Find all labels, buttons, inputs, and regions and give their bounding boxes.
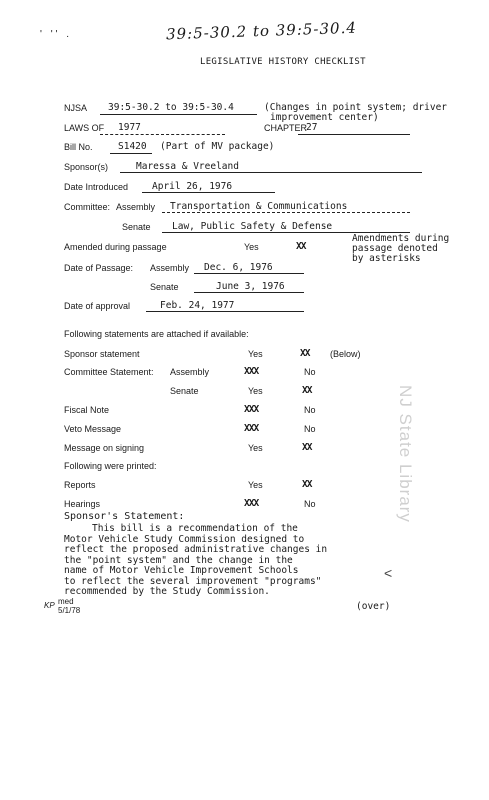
committee-statement-assembly: Assembly <box>170 367 210 377</box>
veto-message-no: No <box>304 424 316 434</box>
passage-assembly-value: Dec. 6, 1976 <box>204 262 273 273</box>
njsa-note-1: (Changes in point system; driver <box>264 102 448 113</box>
committee-statement-assembly-yes: XXX <box>244 366 259 377</box>
committee-statement-label: Committee Statement: <box>64 367 154 377</box>
amended-note-3: by asterisks <box>352 253 421 264</box>
message-signing-label: Message on signing <box>64 443 145 453</box>
passage-senate-underline <box>194 292 304 293</box>
chapter-label: CHAPTER <box>264 123 308 133</box>
hearings-yes: XXX <box>244 498 259 509</box>
passage-senate-label: Senate <box>150 282 179 292</box>
committee-senate-label: Senate <box>122 222 151 232</box>
printed-heading: Following were printed: <box>64 461 157 471</box>
bill-value: S1420 <box>118 141 147 152</box>
veto-message-yes: XXX <box>244 423 259 434</box>
footer-med: med <box>58 597 74 606</box>
date-introduced-label: Date Introduced <box>64 182 129 192</box>
committee-label: Committee: <box>64 202 111 212</box>
amended-yes: Yes <box>244 242 259 252</box>
fiscal-note-no: No <box>304 405 316 415</box>
fiscal-note-yes: XXX <box>244 404 259 415</box>
committee-statement-senate: Senate <box>170 386 199 396</box>
njsa-value: 39:5-30.2 to 39:5-30.4 <box>108 102 234 113</box>
sponsors-value: Maressa & Vreeland <box>136 161 239 172</box>
sponsors-underline <box>120 172 422 173</box>
sponsor-statement-line: This bill is a recommendation of the <box>92 523 298 534</box>
footer-initials: KP <box>44 601 55 610</box>
date-introduced-value: April 26, 1976 <box>152 181 233 192</box>
chapter-underline <box>298 134 410 135</box>
document-heading: LEGISLATIVE HISTORY CHECKLIST <box>200 57 366 67</box>
passage-assembly-label: Assembly <box>150 263 190 273</box>
passage-assembly-underline <box>194 273 304 274</box>
committee-assembly-value: Transportation & Communications <box>170 201 348 212</box>
committee-statement-assembly-no: No <box>304 367 316 377</box>
bill-label: Bill No. <box>64 142 93 152</box>
committee-statement-senate-yes: Yes <box>248 386 263 396</box>
passage-label: Date of Passage: <box>64 263 134 273</box>
bill-note: (Part of MV package) <box>160 141 275 152</box>
sponsors-label: Sponsor(s) <box>64 162 109 172</box>
sponsor-statement-label: Sponsor statement <box>64 349 140 359</box>
library-stamp <box>372 334 438 574</box>
stamp-chevron-icon: < <box>384 565 393 581</box>
sponsor-statement-heading: Sponsor's Statement: <box>64 511 185 522</box>
hearings-label: Hearings <box>64 499 101 509</box>
sponsor-statement-no: XX <box>300 348 310 359</box>
laws-of-label: LAWS OF <box>64 123 105 133</box>
reports-no: XX <box>302 479 312 490</box>
sponsor-statement-line: the "point system" and the change in the <box>64 555 293 566</box>
over-note: (over) <box>356 601 391 612</box>
amended-label: Amended during passage <box>64 242 167 252</box>
njsa-note-2: improvement center) <box>270 112 379 123</box>
date-introduced-underline <box>142 192 275 193</box>
sponsor-statement-line: recommended by the Study Commission. <box>64 586 270 597</box>
passage-senate-value: June 3, 1976 <box>216 281 285 292</box>
reports-label: Reports <box>64 480 96 490</box>
committee-assembly-label: Assembly <box>116 202 156 212</box>
fiscal-note-label: Fiscal Note <box>64 405 110 415</box>
njsa-label: NJSA <box>64 103 88 113</box>
amended-note-1: Amendments during <box>352 233 450 244</box>
sponsor-statement-line: Motor Vehicle Study Commission designed to <box>64 534 305 545</box>
sponsor-statement-line: name of Motor Vehicle Improvement Schools <box>64 565 299 576</box>
footer-date: 5/1/78 <box>58 606 81 615</box>
committee-statement-senate-no: XX <box>302 385 312 396</box>
sponsor-statement-yes: Yes <box>248 349 263 359</box>
amended-note-2: passage denoted <box>352 243 438 254</box>
sponsor-statement-line: reflect the proposed administrative changes in <box>64 544 328 555</box>
sponsor-statement-line: to reflect the several improvement "programs" <box>64 576 322 587</box>
sponsor-statement-note: (Below) <box>330 349 361 359</box>
bill-underline <box>110 153 152 154</box>
library-stamp-text: NJ State Library <box>396 385 415 523</box>
approval-value: Feb. 24, 1977 <box>160 300 235 311</box>
message-signing-yes: Yes <box>248 443 263 453</box>
handwritten-statute-range: 39:5-30.2 to 39:5-30.4 <box>165 18 358 44</box>
message-signing-no: XX <box>302 442 312 453</box>
amended-mark: XX <box>296 241 306 252</box>
chapter-value: 27 <box>306 122 318 133</box>
hearings-no: No <box>304 499 316 509</box>
approval-underline <box>146 311 304 312</box>
approval-label: Date of approval <box>64 301 131 311</box>
laws-of-value: 1977 <box>118 122 141 133</box>
reports-yes: Yes <box>248 480 263 490</box>
scan-marks: ' '' . <box>40 29 73 40</box>
committee-assembly-underline <box>162 212 410 213</box>
committee-senate-value: Law, Public Safety & Defense <box>172 221 333 232</box>
laws-of-underline <box>100 134 225 135</box>
attached-heading: Following statements are attached if available: <box>64 329 249 339</box>
veto-message-label: Veto Message <box>64 424 122 434</box>
njsa-underline <box>100 114 257 115</box>
